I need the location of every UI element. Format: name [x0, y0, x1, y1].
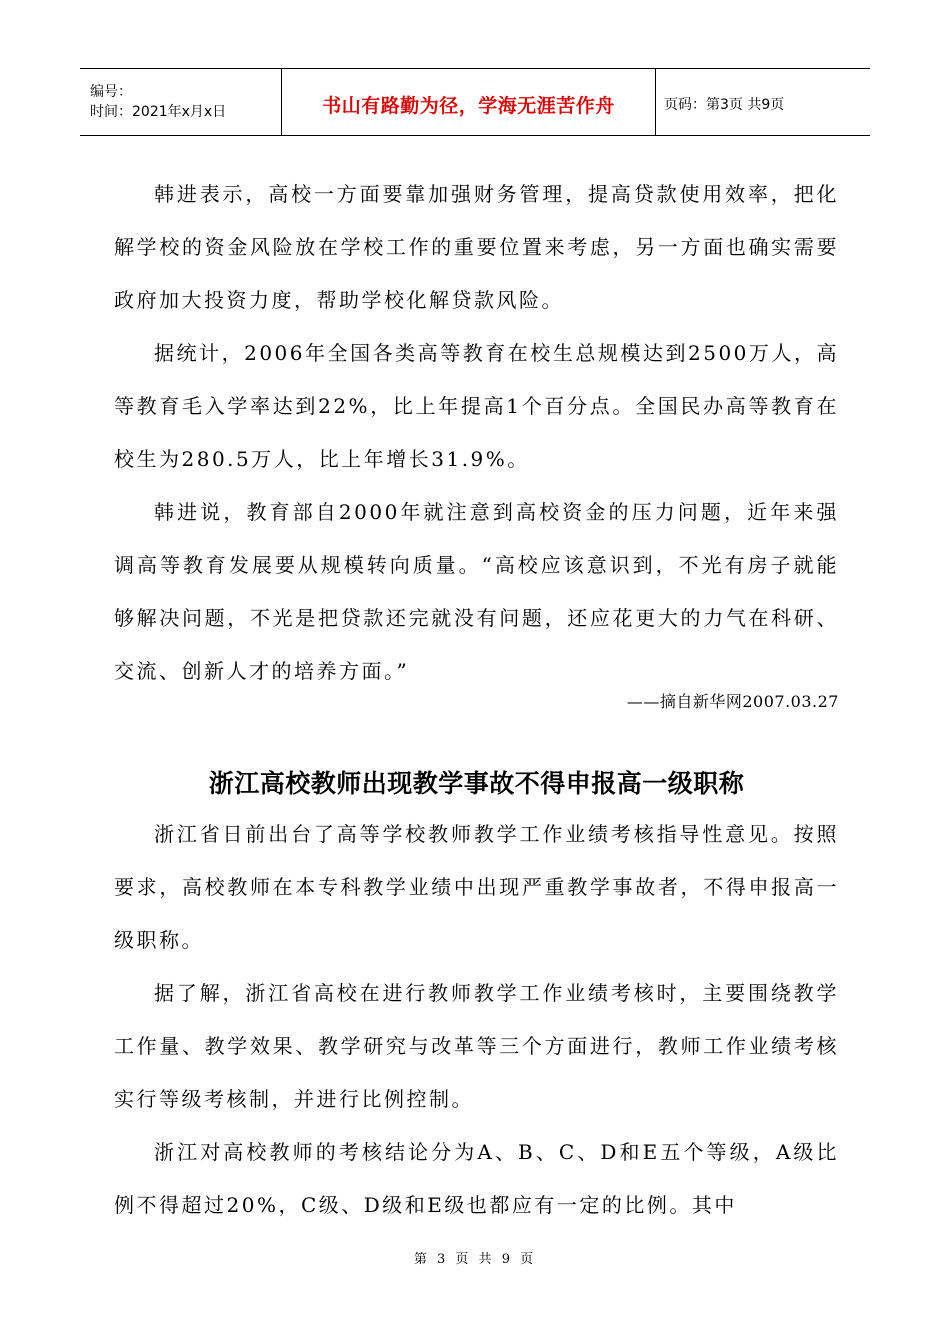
document-number: 编号： — [90, 84, 132, 100]
header-motto-cell — [282, 69, 656, 135]
article2-paragraph: 浙江省日前出台了高等学校教师教学工作业绩考核指导性意见。按照要求，高校教师在本专科教学业绩中出现严重教学事故者，不得申报高一级职称。 — [114, 822, 839, 952]
article2-paragraph: 浙江对高校教师的考核结论分为A、B、C、D和E五个等级，A级比例不得超过20%，C级、D级和E级也都应有一定的比例。其中 — [114, 1140, 839, 1217]
article2-title: 浙江高校教师出现教学事故不得申报高一级职称 — [208, 769, 745, 798]
document-body — [114, 168, 839, 1232]
header-page-number: 页码：第3页 共9页 — [664, 97, 785, 113]
document-date: 时间：2021年x月x日 — [90, 104, 227, 120]
article1-paragraph: 韩进表示，高校一方面要靠加强财务管理，提高贷款使用效率，把化解学校的资金风险放在学校工作的重要位置来考虑，另一方面也确实需要政府加大投资力度，帮助学校化解贷款风险。 — [114, 182, 839, 312]
page-header — [80, 68, 870, 136]
header-meta — [80, 69, 282, 135]
article1-paragraph: 据统计，2006年全国各类高等教育在校生总规模达到2500万人，高等教育毛入学率达到22%，比上年提高1个百分点。全国民办高等教育在校生为280.5万人，比上年增长31.9%。 — [114, 341, 839, 471]
page-footer: 第 3 页 共 9 页 — [413, 1252, 537, 1267]
header-page-cell — [656, 69, 870, 135]
header-motto: 书山有路勤为径，学海无涯苦作舟 — [322, 94, 615, 117]
article1-paragraph: 韩进说，教育部自2000年就注意到高校资金的压力问题，近年来强调高等教育发展要从规模转向质量。“高校应该意识到，不光有房子就能够解决问题，不光是把贷款还完就没有问题，还应花更大的力气在科研、交流、创新人才的培养方面。” — [114, 500, 839, 683]
article1-source: ——摘自新华网2007.03.27 — [626, 692, 839, 711]
article2-paragraph: 据了解，浙江省高校在进行教师教学工作业绩考核时，主要围绕教学工作量、教学效果、教学研究与改革等三个方面进行，教师工作业绩考核实行等级考核制，并进行比例控制。 — [114, 981, 839, 1111]
